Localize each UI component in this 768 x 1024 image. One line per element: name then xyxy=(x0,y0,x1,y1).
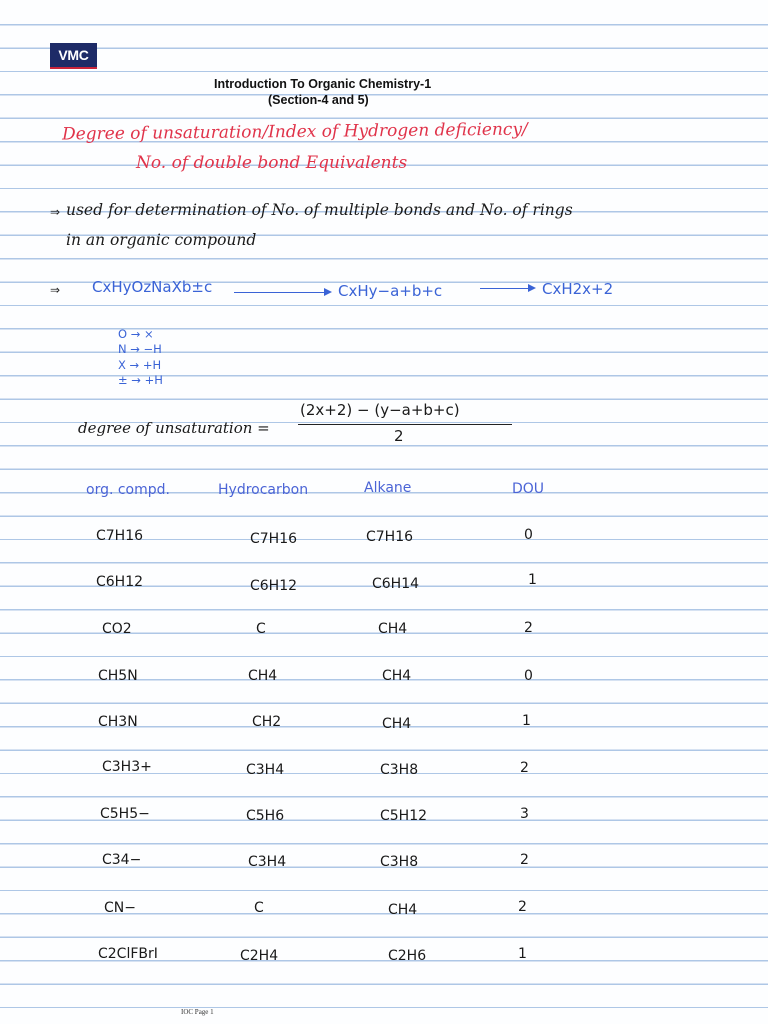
cell-alkane: C6H14 xyxy=(372,576,420,592)
cell-dou: 2 xyxy=(524,620,533,636)
cell-compound: C6H12 xyxy=(96,574,144,590)
general-formula: CxHyOzNaXb±c xyxy=(92,278,213,296)
dou-label: degree of unsaturation = xyxy=(78,419,270,437)
cell-hydrocarbon: C3H4 xyxy=(246,762,285,778)
cell-hydrocarbon: C5H6 xyxy=(246,808,285,824)
cell-compound: C5H5− xyxy=(100,806,150,822)
arrow-1-head-icon xyxy=(324,288,332,296)
cell-compound: C34− xyxy=(102,852,142,868)
cell-hydrocarbon: C xyxy=(256,621,266,637)
cell-dou: 0 xyxy=(524,668,533,684)
cell-alkane: CH4 xyxy=(382,668,412,684)
cell-dou: 2 xyxy=(518,899,527,915)
cell-compound: C7H16 xyxy=(96,528,144,544)
cell-alkane: C3H8 xyxy=(380,762,419,778)
cell-dou: 1 xyxy=(522,713,531,729)
document-subtitle: (Section-4 and 5) xyxy=(268,93,369,107)
cell-compound: CH5N xyxy=(98,668,138,684)
cell-alkane: CH4 xyxy=(382,716,412,732)
cell-alkane: CH4 xyxy=(388,902,418,918)
rule-halogen: X → +H xyxy=(118,358,162,372)
cell-alkane: C2H6 xyxy=(388,948,427,964)
vmc-logo: VMC xyxy=(50,43,97,69)
intro-line-2: in an organic compound xyxy=(66,231,257,249)
arrow-2-shaft xyxy=(480,288,530,289)
arrow-1-shaft xyxy=(234,292,326,293)
cell-compound: C3H3+ xyxy=(102,759,152,775)
cell-compound: CO2 xyxy=(102,621,132,637)
dou-numerator: (2x+2) − (y−a+b+c) xyxy=(300,401,460,419)
cell-dou: 1 xyxy=(528,572,537,588)
hydrocarbon-formula: CxHy−a+b+c xyxy=(338,282,443,300)
intro-bullet: ⇒ xyxy=(50,205,61,219)
cell-hydrocarbon: C xyxy=(254,900,264,916)
page-footer: IOC Page 1 xyxy=(181,1008,214,1016)
intro-line-1: used for determination of No. of multiple bonds and No. of rings xyxy=(66,201,573,219)
cell-dou: 1 xyxy=(518,946,527,962)
cell-hydrocarbon: CH4 xyxy=(248,668,278,684)
cell-compound: CN− xyxy=(104,900,136,916)
cell-alkane: C5H12 xyxy=(380,808,428,824)
cell-dou: 2 xyxy=(520,852,529,868)
cell-hydrocarbon: C7H16 xyxy=(250,531,298,547)
cell-compound: CH3N xyxy=(98,714,138,730)
cell-alkane: C7H16 xyxy=(366,529,414,545)
cell-alkane: CH4 xyxy=(378,621,408,637)
cell-hydrocarbon: CH2 xyxy=(252,714,282,730)
cell-dou: 3 xyxy=(520,806,529,822)
rule-nitrogen: N → −H xyxy=(118,342,162,356)
dou-denominator: 2 xyxy=(394,427,404,445)
formula-bullet: ⇒ xyxy=(50,283,61,297)
heading-line-2: No. of double bond Equivalents xyxy=(136,153,408,173)
alkane-formula: CxH2x+2 xyxy=(542,280,614,298)
rule-charge: ± → +H xyxy=(118,373,163,387)
heading-line-1: Degree of unsaturation/Index of Hydrogen deficiency/ xyxy=(61,119,528,145)
cell-dou: 0 xyxy=(524,527,533,543)
cell-dou: 2 xyxy=(520,760,529,776)
rule-oxygen: O → × xyxy=(118,327,154,341)
header-hydrocarbon: Hydrocarbon xyxy=(218,482,309,498)
fraction-bar xyxy=(298,424,512,425)
header-org-compd: org. compd. xyxy=(86,482,170,498)
cell-hydrocarbon: C6H12 xyxy=(250,578,298,594)
arrow-2-head-icon xyxy=(528,284,536,292)
header-dou: DOU xyxy=(512,481,545,497)
cell-hydrocarbon: C2H4 xyxy=(240,948,279,964)
document-title: Introduction To Organic Chemistry-1 xyxy=(214,77,432,91)
header-alkane: Alkane xyxy=(364,480,412,496)
cell-hydrocarbon: C3H4 xyxy=(248,854,287,870)
cell-compound: C2ClFBrI xyxy=(98,946,158,962)
cell-alkane: C3H8 xyxy=(380,854,419,870)
